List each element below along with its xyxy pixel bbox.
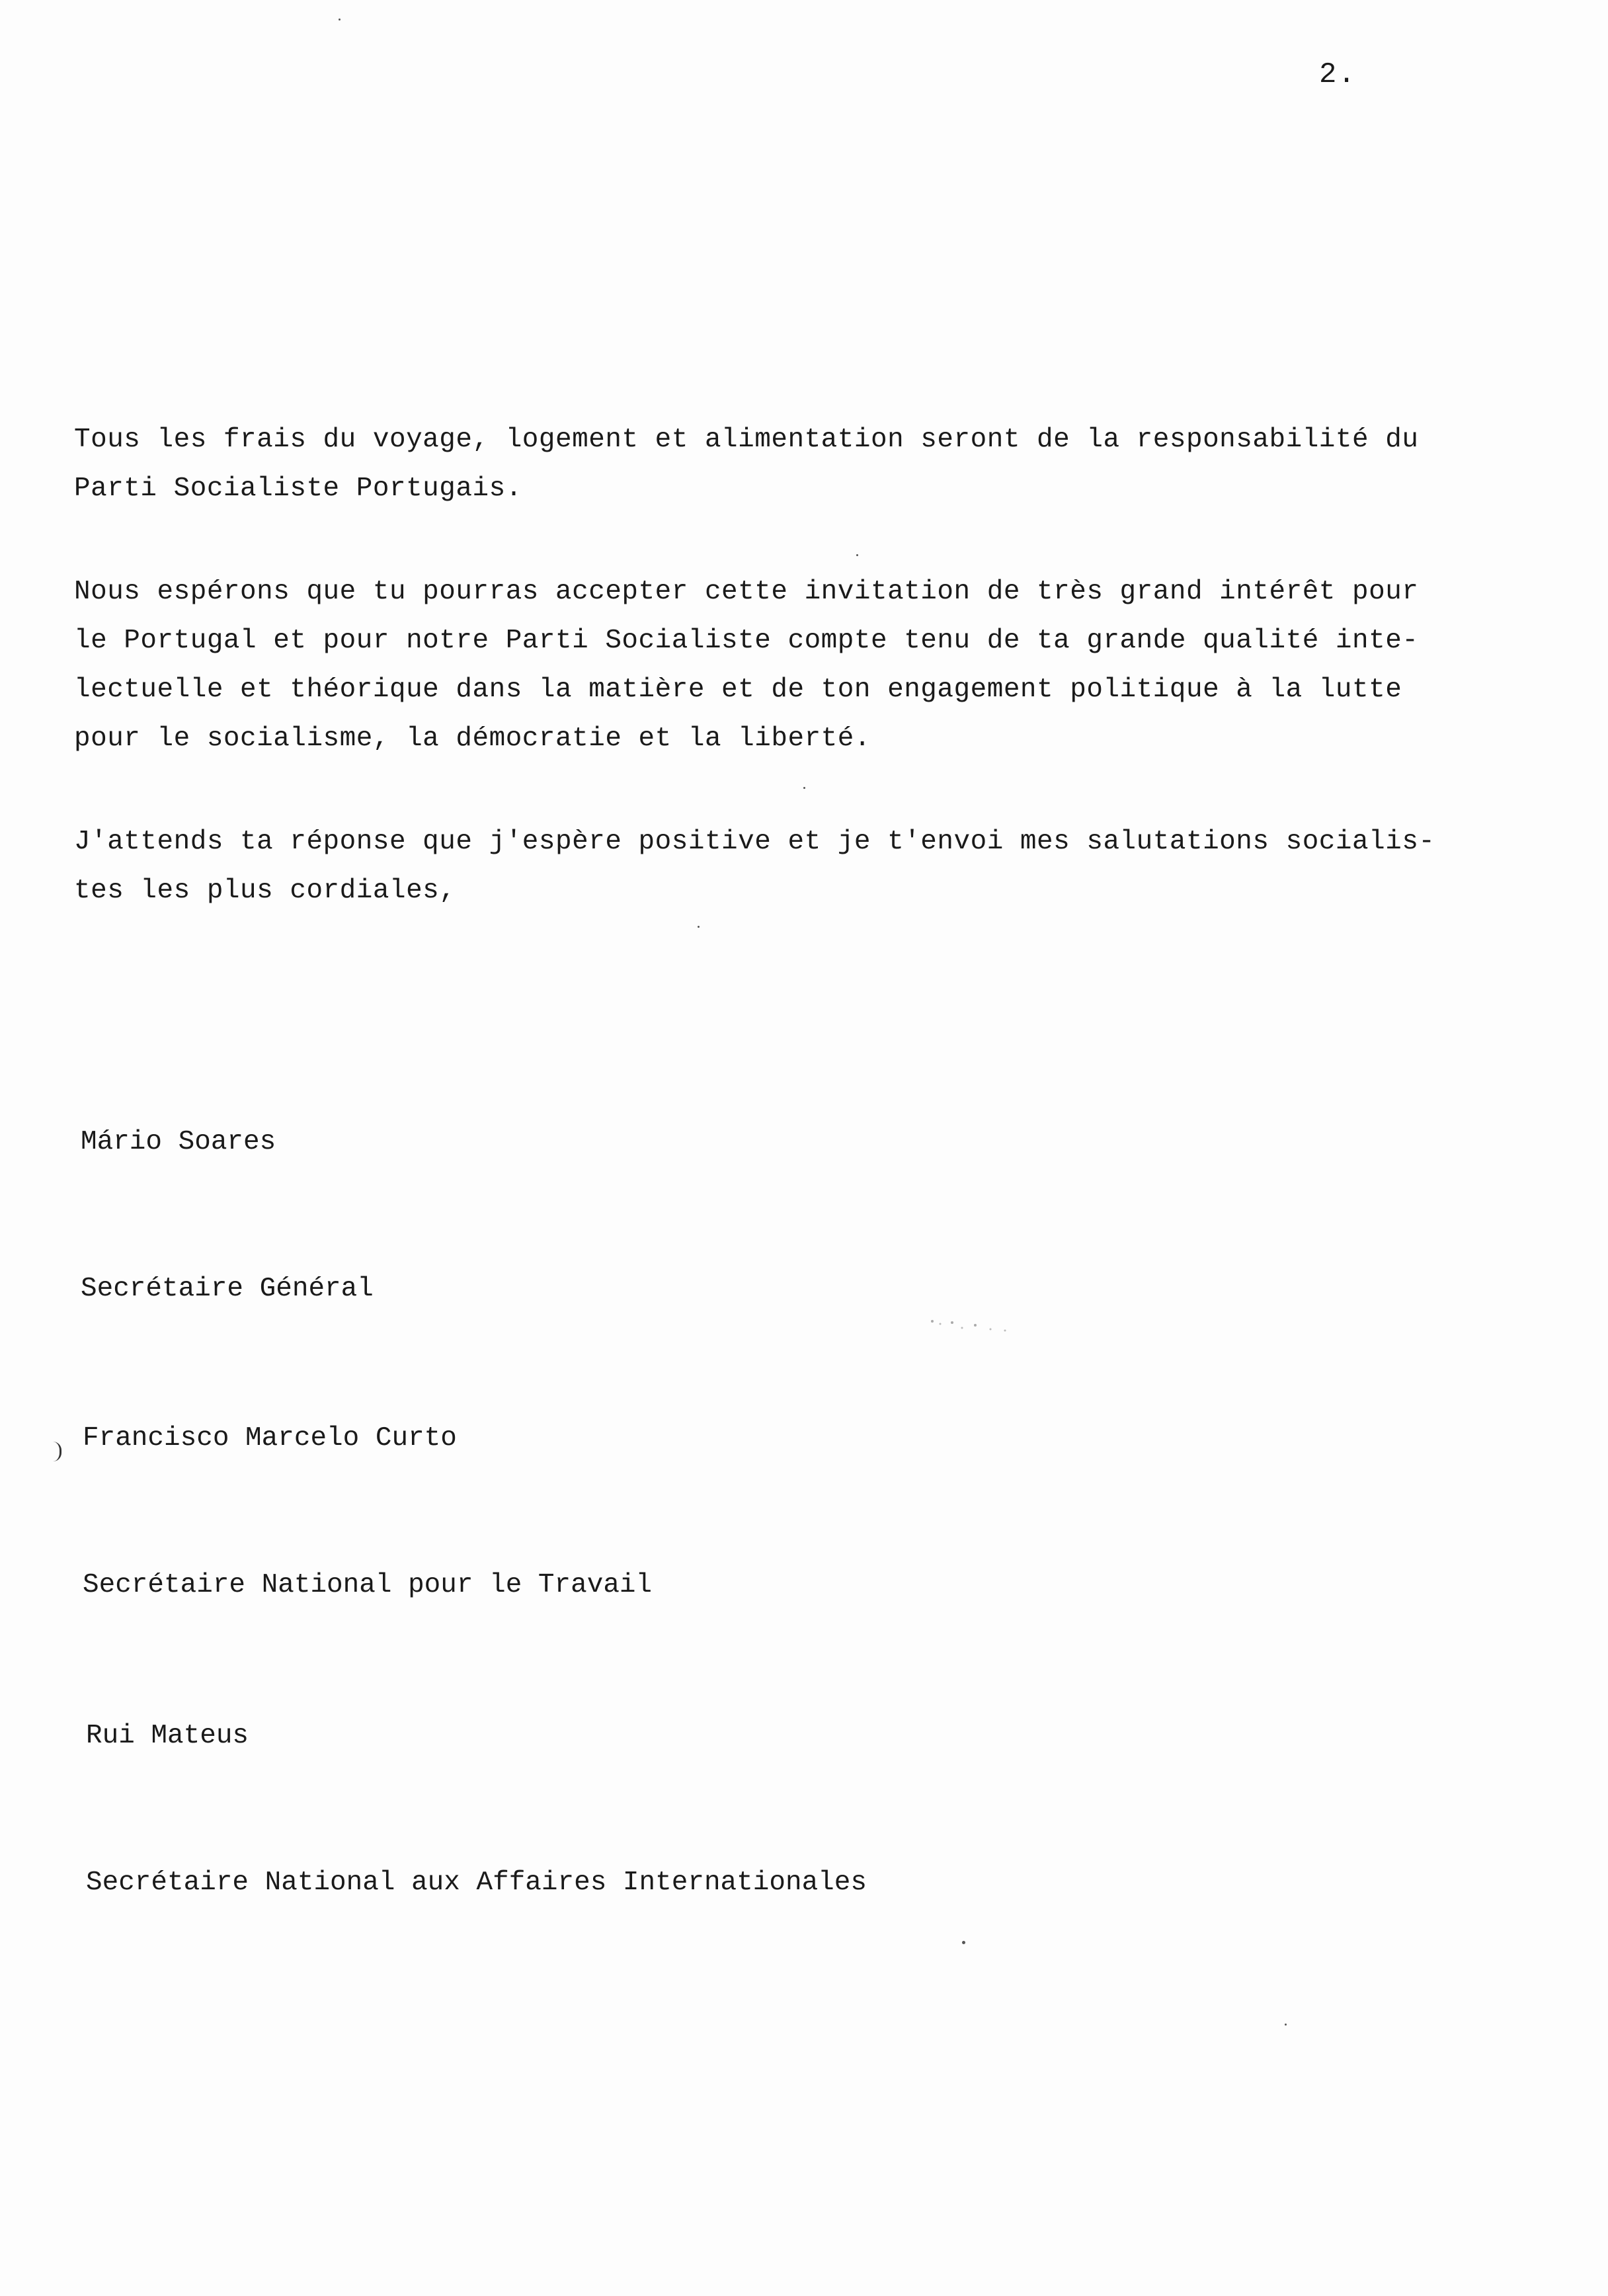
signatory-name: Mário Soares [81,1127,276,1157]
paragraph-closing [74,817,1496,915]
paper-speck [1285,2024,1287,2026]
paragraph-invitation [74,567,1496,763]
signatory-name: Rui Mateus [86,1721,249,1751]
paper-speck [962,1941,965,1944]
paragraph-line: Nous espérons que tu pourras accepter cette invitation de très grand intérêt pour [74,577,1419,607]
signatory-title: Secrétaire National aux Affaires Internationales [86,1867,867,1898]
signatory-title: Secrétaire National pour le Travail [83,1570,653,1600]
paper-speck [698,926,700,928]
paragraph-line: lectuelle et théorique dans la matière et de ton engagement politique à la lutte [74,675,1402,705]
signatory-name: Francisco Marcelo Curto [83,1423,457,1454]
smudge-icon [926,1316,1038,1336]
page-number: 2. [1319,58,1357,91]
paragraph-expenses [74,415,1496,513]
paragraph-line: J'attends ta réponse que j'espère positive et je t'envoi mes salutations socialis- [74,827,1435,857]
signatory-block [86,1614,867,2005]
signatory-title: Secrétaire Général [81,1274,374,1304]
paragraph-line: pour le socialisme, la démocratie et la liberté. [74,723,871,754]
margin-mark [53,1442,61,1461]
paragraph-line: Tous les frais du voyage, logement et alimentation seront de la responsabilité du [74,425,1419,455]
paper-speck [339,19,341,20]
paragraph-line: le Portugal et pour notre Parti Socialiste compte tenu de ta grande qualité inte- [74,626,1419,656]
paragraph-line: tes les plus cordiales, [74,876,456,906]
paper-speck [803,787,805,789]
paragraph-line: Parti Socialiste Portugais. [74,473,522,504]
paper-speck [856,554,858,556]
faint-smudge [926,1316,1038,1336]
